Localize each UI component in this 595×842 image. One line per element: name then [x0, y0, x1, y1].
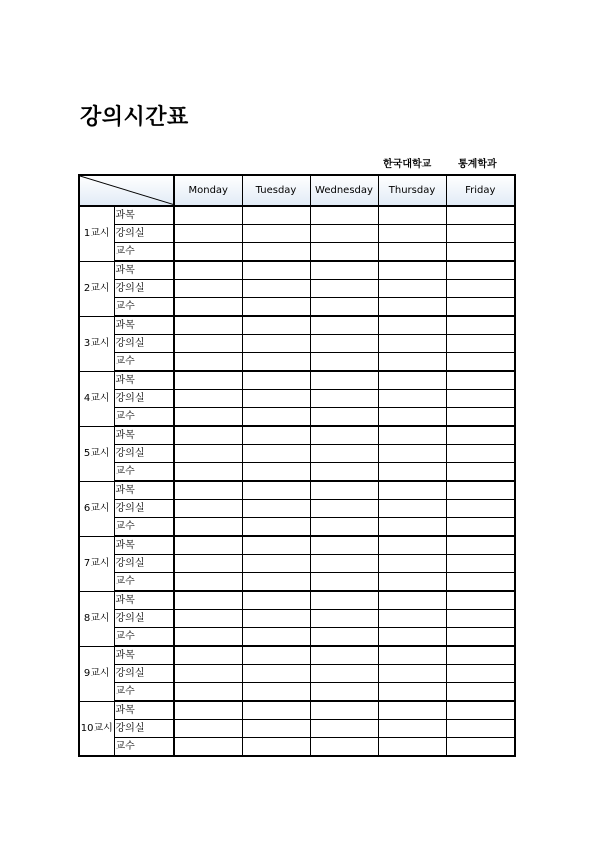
table-row: [79, 573, 515, 592]
schedule-cell[interactable]: [310, 610, 378, 628]
table-row: [79, 316, 515, 335]
table-row: [79, 408, 515, 427]
schedule-cell[interactable]: [174, 298, 242, 317]
schedule-cell[interactable]: [378, 646, 446, 665]
schedule-cell[interactable]: [242, 701, 310, 720]
schedule-cell[interactable]: [174, 243, 242, 262]
row-item-label: 강의실: [114, 445, 174, 463]
schedule-cell[interactable]: [242, 555, 310, 573]
period-label: 10교시: [79, 701, 114, 756]
schedule-cell[interactable]: [310, 500, 378, 518]
schedule-cell[interactable]: [174, 536, 242, 555]
schedule-cell[interactable]: [242, 206, 310, 225]
schedule-cell[interactable]: [446, 536, 515, 555]
schedule-cell[interactable]: [242, 463, 310, 482]
period-label: 6교시: [79, 481, 114, 536]
schedule-cell[interactable]: [378, 720, 446, 738]
schedule-cell[interactable]: [310, 371, 378, 390]
row-item-label: 과목: [114, 261, 174, 280]
row-item-label: 교수: [114, 738, 174, 757]
schedule-cell[interactable]: [174, 591, 242, 610]
schedule-cell[interactable]: [310, 261, 378, 280]
schedule-cell[interactable]: [174, 371, 242, 390]
schedule-cell[interactable]: [242, 426, 310, 445]
row-item-label: 강의실: [114, 280, 174, 298]
table-row: [79, 665, 515, 683]
table-row: [79, 591, 515, 610]
table-row: [79, 445, 515, 463]
schedule-cell[interactable]: [174, 610, 242, 628]
schedule-cell[interactable]: [310, 243, 378, 262]
period-label: 8교시: [79, 591, 114, 646]
schedule-cell[interactable]: [378, 426, 446, 445]
university-name: 한국대학교: [383, 159, 432, 170]
schedule-cell[interactable]: [242, 280, 310, 298]
schedule-cell[interactable]: [242, 371, 310, 390]
schedule-cell[interactable]: [242, 335, 310, 353]
schedule-cell[interactable]: [446, 243, 515, 262]
schedule-cell[interactable]: [446, 371, 515, 390]
period-label: 1교시: [79, 206, 114, 261]
schedule-cell[interactable]: [174, 408, 242, 427]
row-item-label: 교수: [114, 518, 174, 537]
schedule-cell[interactable]: [378, 371, 446, 390]
schedule-cell[interactable]: [242, 628, 310, 647]
schedule-cell[interactable]: [310, 738, 378, 757]
schedule-cell[interactable]: [378, 390, 446, 408]
row-item-label: 강의실: [114, 500, 174, 518]
schedule-cell[interactable]: [310, 408, 378, 427]
table-row: [79, 371, 515, 390]
schedule-cell[interactable]: [446, 445, 515, 463]
schedule-cell[interactable]: [242, 518, 310, 537]
schedule-cell[interactable]: [174, 628, 242, 647]
schedule-cell[interactable]: [242, 500, 310, 518]
schedule-cell[interactable]: [378, 353, 446, 372]
row-item-label: 과목: [114, 206, 174, 225]
schedule-cell[interactable]: [310, 646, 378, 665]
schedule-cell[interactable]: [174, 738, 242, 757]
schedule-cell[interactable]: [174, 280, 242, 298]
row-item-label: 과목: [114, 646, 174, 665]
table-row: [79, 390, 515, 408]
schedule-cell[interactable]: [446, 335, 515, 353]
period-label: 2교시: [79, 261, 114, 316]
schedule-cell[interactable]: [378, 701, 446, 720]
schedule-cell[interactable]: [242, 445, 310, 463]
schedule-cell[interactable]: [174, 225, 242, 243]
schedule-cell[interactable]: [310, 353, 378, 372]
schedule-cell[interactable]: [378, 683, 446, 702]
table-row: [79, 298, 515, 317]
schedule-cell[interactable]: [310, 225, 378, 243]
schedule-cell[interactable]: [446, 701, 515, 720]
table-row: [79, 481, 515, 500]
row-item-label: 과목: [114, 426, 174, 445]
schedule-cell[interactable]: [446, 738, 515, 757]
schedule-cell[interactable]: [310, 555, 378, 573]
schedule-cell[interactable]: [446, 591, 515, 610]
period-label: 4교시: [79, 371, 114, 426]
row-item-label: 강의실: [114, 225, 174, 243]
row-item-label: 과목: [114, 591, 174, 610]
schedule-cell[interactable]: [310, 280, 378, 298]
header-day-thursday: Thursday: [378, 175, 446, 206]
schedule-cell[interactable]: [378, 665, 446, 683]
table-row: [79, 738, 515, 757]
row-item-label: 과목: [114, 316, 174, 335]
table-row: [79, 555, 515, 573]
schedule-cell[interactable]: [310, 701, 378, 720]
row-item-label: 과목: [114, 481, 174, 500]
row-item-label: 강의실: [114, 335, 174, 353]
row-item-label: 교수: [114, 463, 174, 482]
schedule-cell[interactable]: [378, 738, 446, 757]
schedule-cell[interactable]: [378, 628, 446, 647]
schedule-cell[interactable]: [378, 610, 446, 628]
schedule-cell[interactable]: [378, 225, 446, 243]
schedule-cell[interactable]: [242, 225, 310, 243]
schedule-cell[interactable]: [446, 426, 515, 445]
table-row: [79, 280, 515, 298]
schedule-cell[interactable]: [242, 298, 310, 317]
schedule-cell[interactable]: [446, 206, 515, 225]
header-day-wednesday: Wednesday: [310, 175, 378, 206]
table-row: [79, 335, 515, 353]
schedule-cell[interactable]: [378, 463, 446, 482]
header-day-friday: Friday: [446, 175, 515, 206]
table-row: [79, 261, 515, 280]
period-label: 3교시: [79, 316, 114, 371]
schedule-cell[interactable]: [174, 720, 242, 738]
schedule-cell[interactable]: [310, 628, 378, 647]
schedule-cell[interactable]: [378, 316, 446, 335]
schedule-cell[interactable]: [310, 390, 378, 408]
schedule-cell[interactable]: [446, 481, 515, 500]
schedule-cell[interactable]: [174, 335, 242, 353]
period-label: 9교시: [79, 646, 114, 701]
schedule-cell[interactable]: [446, 646, 515, 665]
table-row: [79, 225, 515, 243]
schedule-cell[interactable]: [174, 665, 242, 683]
row-item-label: 강의실: [114, 390, 174, 408]
page-title: 강의시간표: [80, 105, 189, 130]
schedule-cell[interactable]: [446, 280, 515, 298]
schedule-cell[interactable]: [174, 463, 242, 482]
timetable: [78, 174, 516, 757]
schedule-cell[interactable]: [310, 518, 378, 537]
row-item-label: 강의실: [114, 555, 174, 573]
schedule-cell[interactable]: [174, 353, 242, 372]
schedule-cell[interactable]: [174, 481, 242, 500]
schedule-cell[interactable]: [310, 683, 378, 702]
schedule-cell[interactable]: [242, 573, 310, 592]
schedule-cell[interactable]: [174, 573, 242, 592]
schedule-cell[interactable]: [174, 500, 242, 518]
schedule-cell[interactable]: [310, 298, 378, 317]
schedule-cell[interactable]: [174, 555, 242, 573]
schedule-cell[interactable]: [378, 573, 446, 592]
table-row: [79, 720, 515, 738]
schedule-cell[interactable]: [242, 261, 310, 280]
schedule-cell[interactable]: [378, 261, 446, 280]
schedule-cell[interactable]: [242, 353, 310, 372]
schedule-cell[interactable]: [446, 353, 515, 372]
schedule-cell[interactable]: [242, 243, 310, 262]
schedule-cell[interactable]: [378, 555, 446, 573]
schedule-cell[interactable]: [174, 445, 242, 463]
schedule-cell[interactable]: [446, 628, 515, 647]
schedule-cell[interactable]: [174, 206, 242, 225]
schedule-cell[interactable]: [242, 720, 310, 738]
schedule-cell[interactable]: [446, 316, 515, 335]
table-row: [79, 353, 515, 372]
table-row: [79, 518, 515, 537]
schedule-cell[interactable]: [446, 683, 515, 702]
schedule-cell[interactable]: [378, 335, 446, 353]
table-row: [79, 683, 515, 702]
row-item-label: 교수: [114, 573, 174, 592]
row-item-label: 교수: [114, 298, 174, 317]
schedule-cell[interactable]: [378, 280, 446, 298]
period-label: 7교시: [79, 536, 114, 591]
header-corner-cell: [79, 175, 174, 206]
schedule-cell[interactable]: [242, 481, 310, 500]
schedule-cell[interactable]: [446, 408, 515, 427]
schedule-cell[interactable]: [378, 408, 446, 427]
table-row: [79, 426, 515, 445]
schedule-cell[interactable]: [174, 426, 242, 445]
schedule-cell[interactable]: [310, 481, 378, 500]
schedule-cell[interactable]: [446, 610, 515, 628]
table-row: [79, 243, 515, 262]
row-item-label: 강의실: [114, 720, 174, 738]
schedule-cell[interactable]: [378, 243, 446, 262]
schedule-cell[interactable]: [242, 646, 310, 665]
schedule-cell[interactable]: [174, 390, 242, 408]
diagonal-divider: [80, 176, 174, 205]
schedule-cell[interactable]: [446, 665, 515, 683]
schedule-cell[interactable]: [242, 408, 310, 427]
schedule-cell[interactable]: [378, 445, 446, 463]
row-item-label: 교수: [114, 408, 174, 427]
table-row: [79, 500, 515, 518]
schedule-cell[interactable]: [174, 518, 242, 537]
row-item-label: 교수: [114, 353, 174, 372]
header-day-tuesday: Tuesday: [242, 175, 310, 206]
schedule-cell[interactable]: [446, 298, 515, 317]
timetable-header-row: [79, 175, 515, 206]
schedule-cell[interactable]: [242, 316, 310, 335]
schedule-cell[interactable]: [310, 665, 378, 683]
schedule-cell[interactable]: [446, 390, 515, 408]
table-row: [79, 646, 515, 665]
schedule-cell[interactable]: [310, 536, 378, 555]
schedule-cell[interactable]: [446, 720, 515, 738]
schedule-cell[interactable]: [310, 445, 378, 463]
row-item-label: 과목: [114, 701, 174, 720]
schedule-cell[interactable]: [310, 591, 378, 610]
schedule-cell[interactable]: [310, 426, 378, 445]
row-item-label: 교수: [114, 243, 174, 262]
table-row: [79, 536, 515, 555]
schedule-cell[interactable]: [174, 261, 242, 280]
table-row: [79, 206, 515, 225]
schedule-cell[interactable]: [378, 500, 446, 518]
schedule-cell[interactable]: [242, 390, 310, 408]
schedule-cell[interactable]: [446, 463, 515, 482]
schedule-cell[interactable]: [310, 316, 378, 335]
row-item-label: 과목: [114, 371, 174, 390]
schedule-cell[interactable]: [242, 683, 310, 702]
schedule-cell[interactable]: [446, 518, 515, 537]
period-label: 5교시: [79, 426, 114, 481]
schedule-cell[interactable]: [378, 591, 446, 610]
schedule-cell[interactable]: [174, 701, 242, 720]
schedule-cell[interactable]: [310, 573, 378, 592]
table-row: [79, 610, 515, 628]
schedule-cell[interactable]: [242, 665, 310, 683]
schedule-cell[interactable]: [242, 610, 310, 628]
schedule-cell[interactable]: [310, 335, 378, 353]
schedule-cell[interactable]: [310, 720, 378, 738]
schedule-cell[interactable]: [378, 298, 446, 317]
schedule-cell[interactable]: [310, 206, 378, 225]
timetable-body: [79, 206, 515, 756]
row-item-label: 교수: [114, 628, 174, 647]
schedule-cell[interactable]: [174, 646, 242, 665]
table-row: [79, 701, 515, 720]
schedule-cell[interactable]: [446, 500, 515, 518]
schedule-cell[interactable]: [446, 573, 515, 592]
schedule-cell[interactable]: [446, 555, 515, 573]
schedule-cell[interactable]: [174, 683, 242, 702]
schedule-cell[interactable]: [310, 463, 378, 482]
schedule-cell[interactable]: [242, 591, 310, 610]
table-row: [79, 628, 515, 647]
schedule-cell[interactable]: [378, 206, 446, 225]
schedule-cell[interactable]: [242, 536, 310, 555]
schedule-cell[interactable]: [446, 261, 515, 280]
header-day-monday: Monday: [174, 175, 242, 206]
row-item-label: 강의실: [114, 665, 174, 683]
table-row: [79, 463, 515, 482]
department-name: 통계학과: [458, 159, 497, 170]
row-item-label: 과목: [114, 536, 174, 555]
schedule-cell[interactable]: [242, 738, 310, 757]
row-item-label: 교수: [114, 683, 174, 702]
schedule-cell[interactable]: [446, 225, 515, 243]
schedule-cell[interactable]: [378, 518, 446, 537]
schedule-cell[interactable]: [378, 536, 446, 555]
row-item-label: 강의실: [114, 610, 174, 628]
schedule-cell[interactable]: [378, 481, 446, 500]
schedule-cell[interactable]: [174, 316, 242, 335]
